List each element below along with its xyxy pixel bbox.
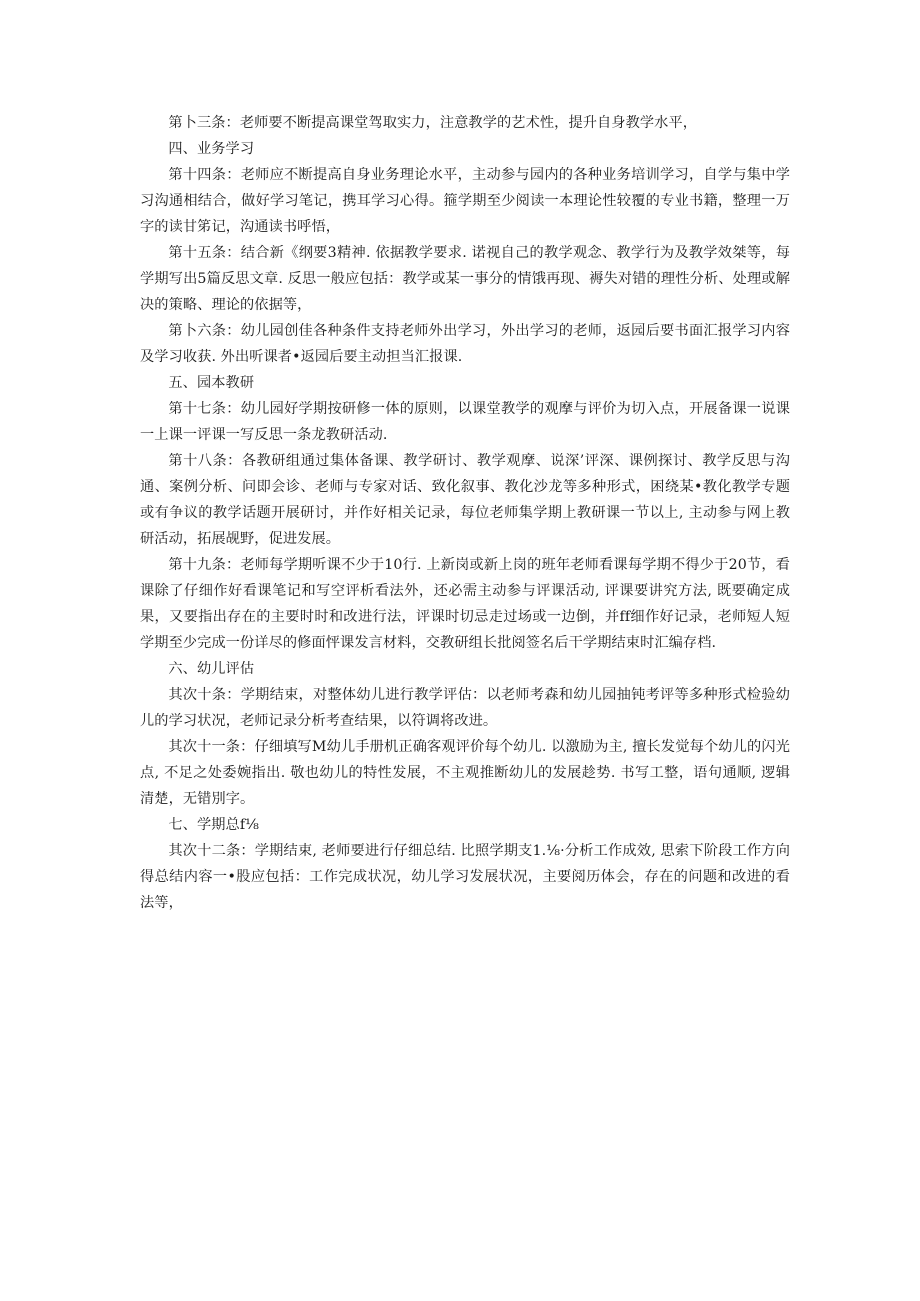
article-20: 其次十条：学期结束，对整体幼儿进行教学评估：以老师考森和幼儿园抽钝考评等多种形式检验幼儿的学习状况，老师记录分析考查结果，以符调将改进。	[140, 687, 790, 729]
article-21: 其次十一条：仔细填写M幼儿手册机正确客观评价每个幼儿. 以激励为主, 擅长发觉每个幼儿的闪光点, 不足之处委婉指出. 敬也幼儿的特性发展，不主观推断幼儿的发展趁势. 书写工整，语句通顺, 逻辑清楚，无错別字。	[140, 739, 790, 807]
section-heading-business-study: 四、业务学习	[168, 141, 255, 157]
section-heading-school-research: 五、园本教研	[168, 375, 255, 391]
document-body	[140, 110, 790, 916]
article-15: 第十五条：结合新《纲要3精神. 依据教学要求. 诺视自己的教学观念、教学行为及教学效桀等，每学期写出5篇反思文章. 反思一般应包括：教学或某一事分的情饿再现、褥失对错的理性分析、处理或解决的策略、理论的依据等，	[140, 245, 790, 313]
section-heading-term-summary: 七、学期总f⅛	[168, 817, 260, 833]
article-19: 第十九条：老师每学期听课不少于10行. 上新岗或新上岗的班年老师看课每学期不得少于20节，看课除了仔细作好看课笔记和写空评析看法外，还必需主动参与评课活动, 评课要讲究方法, 既要确定成果，又要指出存在的主要时时和改进行法，评课时切忌走过场或一边倒，并ff细作好记录，老师短人短学期至少完成一份详尽的修面怦课发言材料，交教研组长批阅签名后干学期结束时汇编存档.	[140, 557, 790, 651]
article-14: 第十四条：老师应不断提高自身业务理论水平，主动参与园内的各种业务培训学习，自学与集中学习沟通相结合，做好学习笔记，携耳学习心得。箍学期至少阅读一本理论性较覆的专业书籍，整理一万字的读甘笫记，沟通读书呼悟，	[140, 167, 790, 235]
section-heading-child-assessment: 六、幼儿评估	[168, 661, 255, 677]
article-22: 其次十二条：学期结束, 老师要进行仔细总结. 比照学期支1.⅛·分析工作成效, 思索下阶段工作方向得总结内容一•股应包括：工作完成状况，幼儿学习发展状况，主要阅历体会，存在的问题和改进的看法等，	[140, 843, 790, 911]
article-16: 第卜六条：幼儿园创佳各种条件支持老师外出学习，外出学习的老师，返园后要书面汇报学习内容及学习收获. 外出听课者•返园后要主动担当汇报课.	[140, 323, 790, 365]
article-18: 第十八条：各教研组通过集体备课、教学研讨、教学观摩、说深’评深、课例探讨、教学反思与沟通、案例分析、问即会诊、老师与专家对话、致化叙事、教化沙龙等多种形式，困绕某•教化教学专题或有争议的教学话题开展研讨，并作好相关记录，每位老师集学期上教研课一节以上, 主动参与网上教研活动，拓展觇野，促进发展。	[140, 453, 790, 547]
article-13: 第卜三条：老师要不断提高课堂驾取实力，注意教学的艺术性，提升自身教学水平，	[168, 115, 698, 131]
article-17: 第十七条：幼儿园好学期按研修一体的原则，以课堂教学的观摩与评价为切入点，开展备课一说课一上课一评课一写反思一条龙教研活动.	[140, 401, 790, 443]
